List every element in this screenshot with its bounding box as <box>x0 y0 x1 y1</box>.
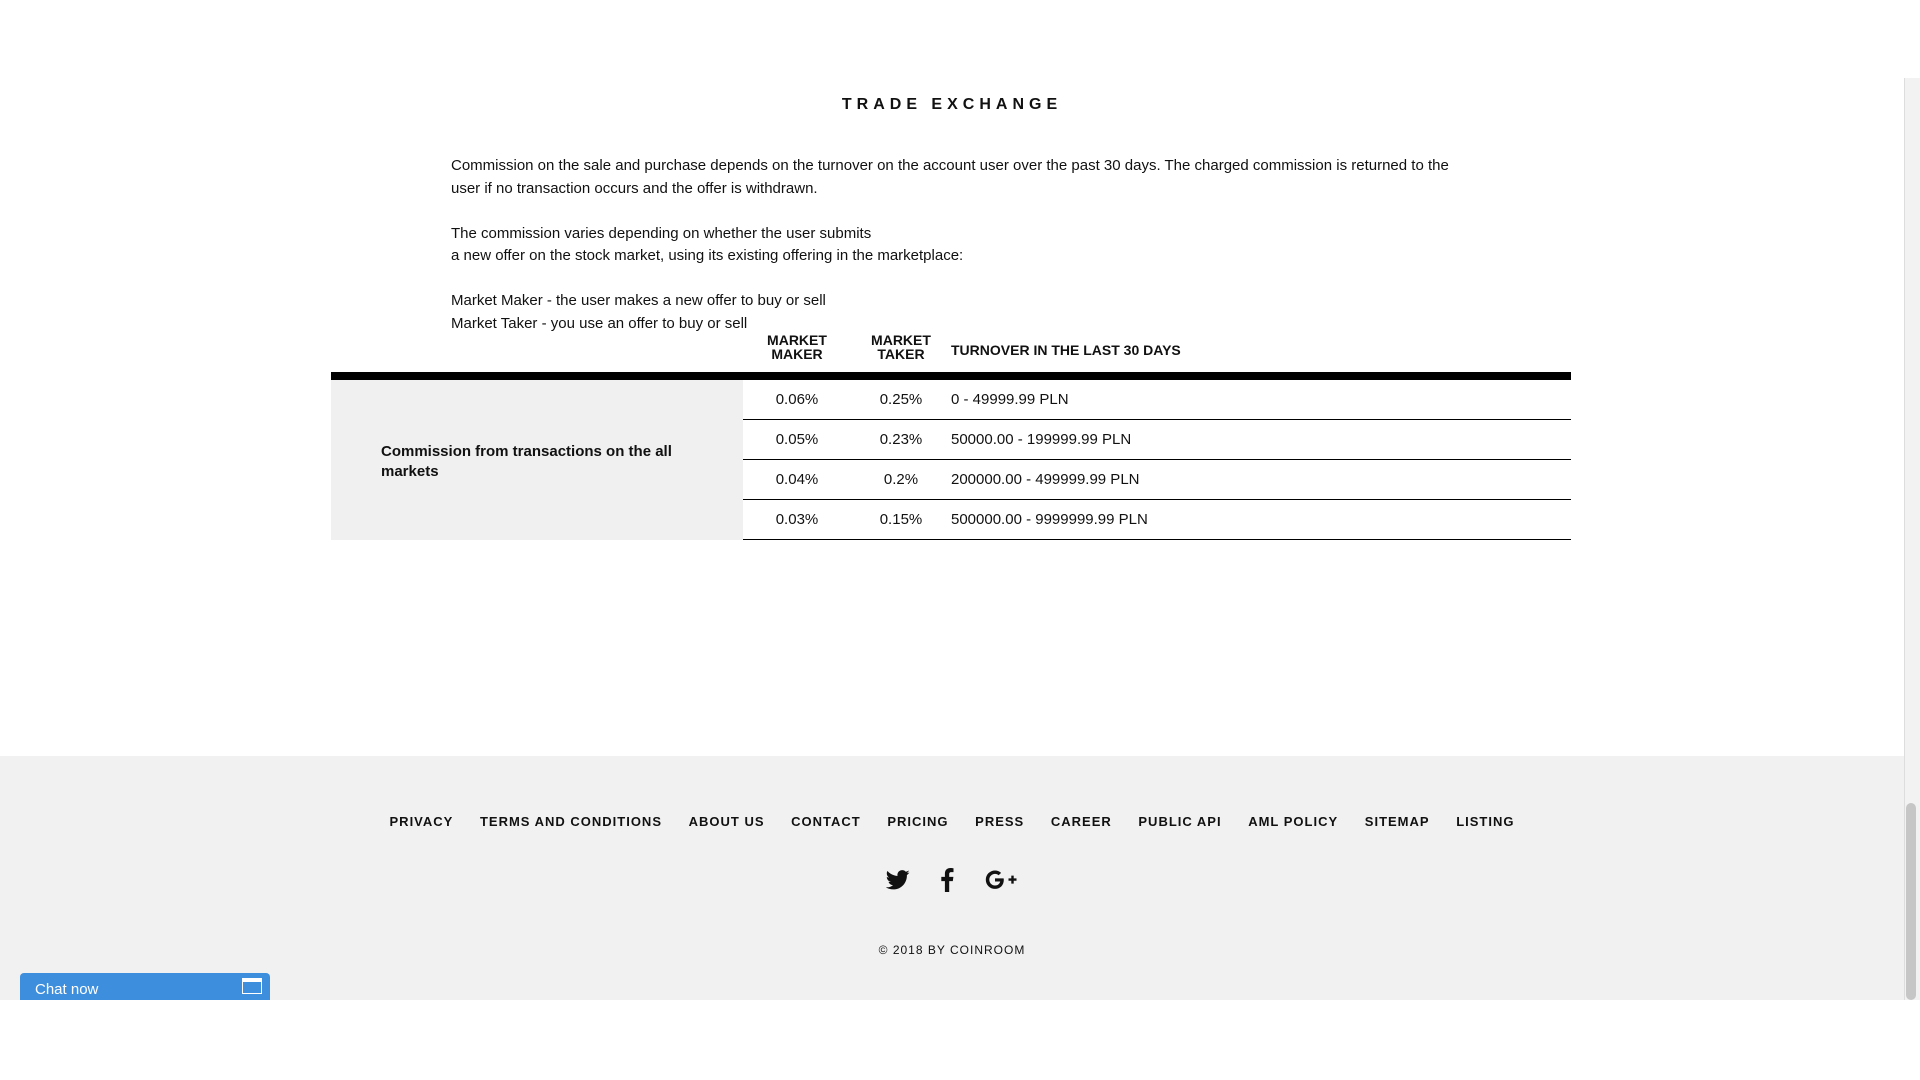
intro-line: a new offer on the stock market, using its existing offering in the marketplace: <box>451 247 964 264</box>
header-text: MARKET <box>767 332 827 348</box>
row-label: Commission from transactions on the all markets <box>381 443 672 480</box>
header-text: TAKER <box>877 346 925 362</box>
taker-fee: 0.2% <box>883 471 919 488</box>
taker-fee: 0.23% <box>879 431 923 448</box>
chat-window-icon <box>242 978 262 994</box>
table-row <box>743 460 1571 500</box>
header-text: MAKER <box>771 346 823 362</box>
table-divider <box>331 372 1571 380</box>
page-title: TRADE EXCHANGE <box>841 96 1063 113</box>
maker-fee: 0.05% <box>775 431 819 448</box>
twitter-icon[interactable] <box>886 870 910 890</box>
chat-now-button[interactable] <box>20 973 270 1000</box>
intro-paragraph-definitions <box>451 290 1451 335</box>
taker-fee: 0.25% <box>879 391 923 408</box>
footer-link-pricing[interactable]: PRICING <box>887 814 949 829</box>
header-text: MARKET <box>871 332 931 348</box>
footer-link-public-api[interactable]: PUBLIC API <box>1138 814 1222 829</box>
maker-fee: 0.03% <box>775 511 819 528</box>
turnover-range: 0 - 49999.99 PLN <box>951 391 1069 408</box>
header-market-taker <box>851 333 951 361</box>
footer-link-contact[interactable]: CONTACT <box>791 814 861 829</box>
footer-link-listing[interactable]: LISTING <box>1456 814 1515 829</box>
table-row <box>743 380 1571 420</box>
intro-paragraph-varies <box>451 223 1451 268</box>
turnover-range: 50000.00 - 199999.99 PLN <box>951 431 1132 448</box>
footer-link-about-us[interactable]: ABOUT US <box>688 814 765 829</box>
social-links <box>0 868 1904 892</box>
turnover-range: 500000.00 - 9999999.99 PLN <box>951 511 1148 528</box>
footer-link-career[interactable]: CAREER <box>1050 814 1112 829</box>
footer-link-privacy[interactable]: PRIVACY <box>389 814 454 829</box>
market-maker-definition: Market Maker - the user makes a new offer to buy or sell <box>451 292 826 309</box>
commission-table-header <box>743 333 1570 371</box>
facebook-icon[interactable] <box>940 868 954 892</box>
maker-fee: 0.06% <box>775 391 819 408</box>
row-label-cell <box>331 380 743 540</box>
intro-text <box>451 155 1451 335</box>
footer-link-aml-policy[interactable]: AML POLICY <box>1248 814 1339 829</box>
chat-label: Chat now <box>35 981 99 998</box>
footer-nav <box>0 814 1904 829</box>
intro-paragraph-commission: Commission on the sale and purchase depends on the turnover on the account user over the past 30 days. The charged commission is returned to the user if no transaction occurs and the offer is withdrawn. <box>451 157 1449 197</box>
turnover-range: 200000.00 - 499999.99 PLN <box>951 471 1140 488</box>
footer-link-press[interactable]: PRESS <box>975 814 1025 829</box>
market-taker-definition: Market Taker - you use an offer to buy or sell <box>451 314 748 332</box>
google-plus-icon[interactable] <box>984 869 1018 891</box>
table-row <box>743 420 1571 460</box>
footer-link-terms[interactable]: TERMS AND CONDITIONS <box>479 814 662 829</box>
footer-link-sitemap[interactable]: SITEMAP <box>1364 814 1430 829</box>
table-row <box>743 500 1571 540</box>
header-turnover: TURNOVER IN THE LAST 30 DAYS <box>951 342 1181 358</box>
intro-line: The commission varies depending on whether the user submits <box>451 224 872 242</box>
header-market-maker <box>743 333 851 361</box>
maker-fee: 0.04% <box>775 471 819 488</box>
taker-fee: 0.15% <box>879 511 923 528</box>
scrollbar-thumb[interactable] <box>1906 803 1916 1000</box>
footer <box>0 756 1904 1000</box>
copyright: © 2018 BY COINROOM <box>878 943 1026 957</box>
